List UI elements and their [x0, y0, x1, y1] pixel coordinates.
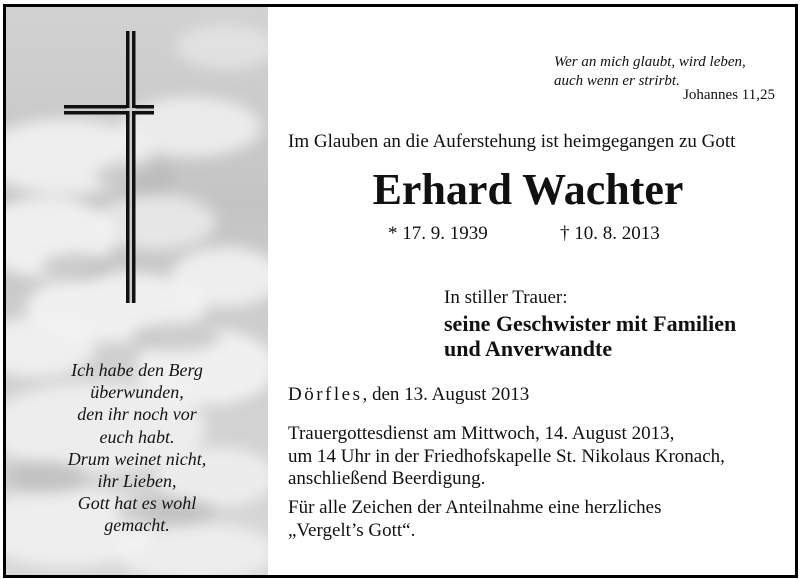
quote-source: Johannes 11,25 — [683, 87, 775, 103]
place: Dörfles — [288, 384, 363, 405]
service-line: Trauergottesdienst am Mittwoch, 14. August 2013, — [288, 423, 675, 444]
poem-line: Gott hat es wohl — [77, 493, 197, 514]
sky-image-panel — [6, 7, 268, 575]
deceased-name: Erhard Wachter — [372, 165, 684, 214]
birth-date: * 17. 9. 1939 — [388, 223, 488, 244]
date: , den 13. August 2013 — [362, 384, 530, 405]
mourning-label: In stiller Trauer: — [444, 287, 568, 308]
obituary-notice — [3, 4, 798, 578]
poem-line: euch habt. — [99, 426, 175, 447]
funeral-service-info — [288, 423, 725, 491]
poem — [6, 359, 268, 537]
mourners — [444, 311, 736, 361]
poem-line: ihr Lieben, — [97, 471, 177, 492]
quote-line: Wer an mich glaubt, wird leben, — [554, 54, 746, 70]
thanks-line: „Vergelt’s Gott“. — [288, 519, 416, 541]
poem-line: den ihr noch vor — [77, 404, 197, 425]
death-date: † 10. 8. 2013 — [560, 223, 660, 244]
thanks-text — [288, 497, 662, 542]
thanks-line: Für alle Zeichen der Anteilnahme eine herzliches — [288, 497, 662, 518]
service-line: anschließend Beerdigung. — [288, 468, 486, 489]
mourners-line: und Anverwandte — [444, 336, 613, 361]
poem-line: Drum weinet nicht, — [67, 448, 207, 469]
service-line: um 14 Uhr in der Friedhofskapelle St. Nikolaus Kronach, — [288, 445, 725, 467]
cross-icon — [64, 31, 154, 307]
bible-quote — [554, 53, 746, 91]
mourners-line: seine Geschwister mit Familien — [444, 311, 737, 336]
quote-line: auch wenn er strirbt. — [554, 73, 680, 89]
intro-text: Im Glauben an die Auferstehung ist heimgegangen zu Gott — [288, 131, 736, 152]
place-and-date — [288, 384, 529, 406]
poem-line: überwunden, — [90, 382, 184, 403]
poem-line: Ich habe den Berg — [71, 360, 203, 380]
poem-line: gemacht. — [104, 515, 170, 536]
